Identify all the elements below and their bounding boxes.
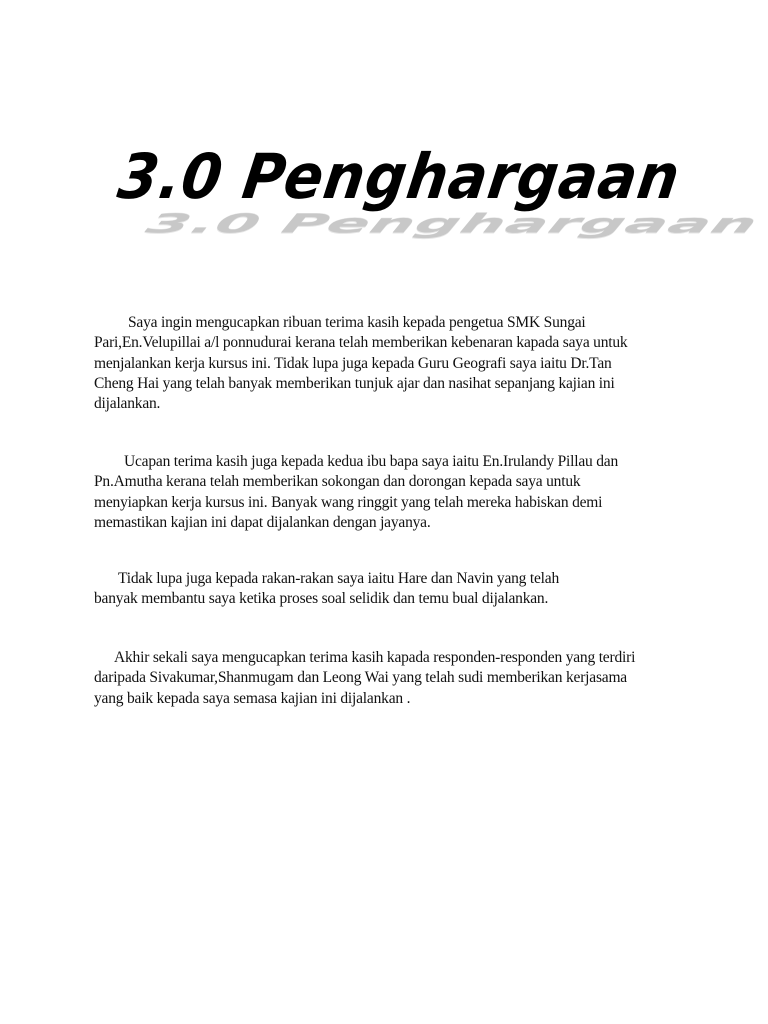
paragraph-line: Tidak lupa juga kepada rakan-rakan saya iaitu Hare dan Navin yang telah: [118, 570, 560, 587]
paragraph-line: Ucapan terima kasih juga kepada kedua ibu bapa saya iaitu En.Irulandy Pillau dan: [124, 453, 619, 470]
paragraph-3: [94, 569, 674, 610]
paragraph-line: banyak membantu saya ketika proses soal selidik dan temu bual dijalankan.: [94, 590, 549, 608]
paragraph-line: Cheng Hai yang telah banyak memberikan tunjuk ajar dan nasihat sepanjang kajian ini: [94, 374, 615, 392]
paragraph-line: memastikan kajian ini dapat dijalankan dengan jayanya.: [94, 513, 431, 531]
page-title: 3.0 Penghargaan: [113, 140, 685, 213]
paragraph-1: [94, 313, 674, 414]
paragraph-line: menyiapkan kerja kursus ini. Banyak wang ringgit yang telah mereka habiskan demi: [94, 493, 603, 511]
paragraph-line: daripada Sivakumar,Shanmugam dan Leong Wai yang telah sudi memberikan kerjasama: [94, 669, 627, 687]
paragraph-2: [94, 452, 674, 533]
paragraph-line: Saya ingin mengucapkan ribuan terima kasih kepada pengetua SMK Sungai: [128, 314, 586, 331]
heading-block: [113, 140, 763, 250]
paragraph-line: Akhir sekali saya mengucapkan terima kasih kapada responden-responden yang terdiri: [114, 649, 636, 666]
heading-reflection: 3.0 Penghargaan: [142, 208, 763, 239]
paragraph-line: dijalankan.: [94, 395, 161, 413]
paragraph-line: menjalankan kerja kursus ini. Tidak lupa juga kepada Guru Geografi saya iaitu Dr.Tan: [94, 354, 612, 372]
paragraph-line: yang baik kepada saya semasa kajian ini dijalankan .: [94, 689, 411, 707]
paragraph-line: Pari,En.Velupillai a/l ponnudurai kerana telah memberikan kebenaran kapada saya untuk: [94, 334, 628, 352]
paragraph-line: Pn.Amutha kerana telah memberikan sokongan dan dorongan kepada saya untuk: [94, 473, 581, 491]
paragraph-4: [94, 648, 674, 709]
